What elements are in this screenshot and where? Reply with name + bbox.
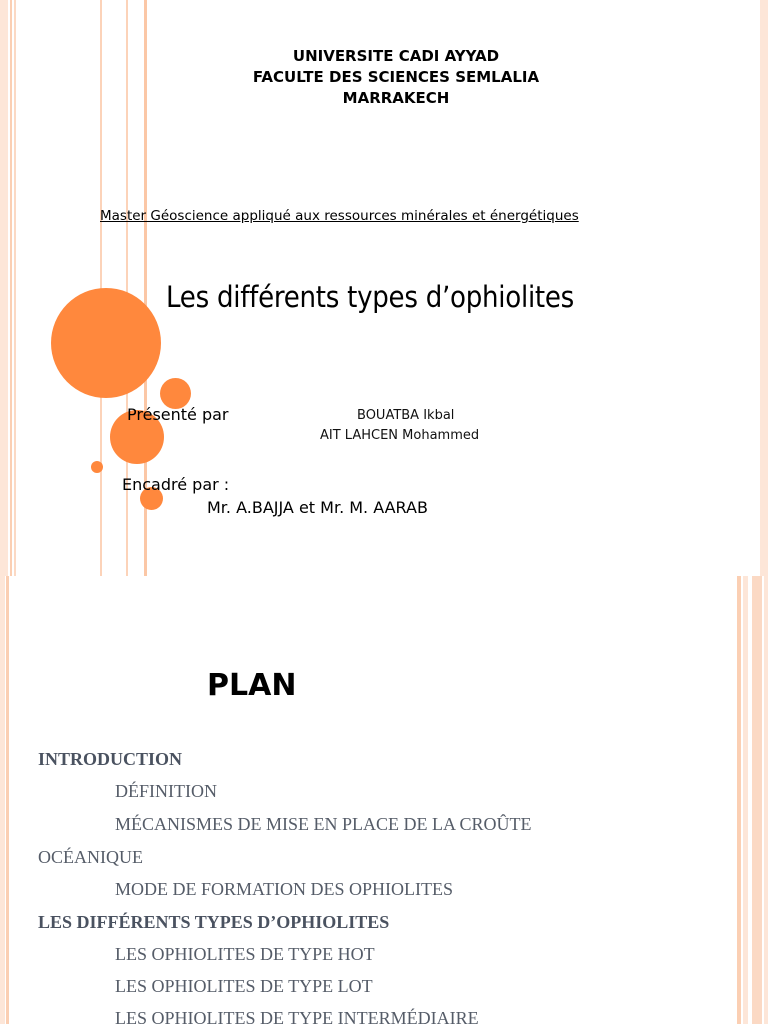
- plan-item: MÉCANISMES DE MISE EN PLACE DE LA CROÛTE: [115, 814, 532, 834]
- plan-item: LES DIFFÉRENTS TYPES D’OPHIOLITES: [38, 912, 390, 932]
- plan-item: LES OPHIOLITES DE TYPE INTERMÉDIAIRE: [115, 1008, 479, 1024]
- master-program: Master Géoscience appliqué aux ressources minérales et énergétiques: [100, 208, 579, 224]
- decorative-stripe: [764, 576, 768, 1024]
- presenter-name: AIT LAHCEN Mohammed: [320, 428, 480, 443]
- presenter-name: BOUATBA Ikbal: [357, 408, 455, 423]
- faculty-name: FACULTE DES SCIENCES SEMLALIA: [252, 68, 540, 86]
- decorative-stripe: [0, 576, 5, 1024]
- plan-title: PLAN: [207, 668, 297, 703]
- supervisors: Mr. A.BAJJA et Mr. M. AARAB: [207, 498, 428, 517]
- decorative-circle-small: [91, 461, 103, 473]
- plan-item: LES OPHIOLITES DE TYPE LOT: [115, 976, 373, 996]
- plan-item: MODE DE FORMATION DES OPHIOLITES: [115, 879, 454, 899]
- city-name: MARRAKECH: [342, 89, 450, 107]
- university-name: UNIVERSITE CADI AYYAD: [292, 47, 500, 65]
- decorative-stripe: [737, 576, 741, 1024]
- plan-item: DÉFINITION: [115, 781, 217, 801]
- decorative-circle-large: [51, 288, 161, 398]
- plan-item: LES OPHIOLITES DE TYPE HOT: [115, 944, 375, 964]
- decorative-stripe: [6, 576, 9, 1024]
- plan-slide: [0, 576, 768, 1024]
- supervised-label: Encadré par :: [122, 475, 230, 494]
- plan-item: INTRODUCTION: [38, 749, 183, 769]
- presented-label: Présenté par: [127, 405, 229, 424]
- slide-title: Les différents types d’ophiolites: [166, 280, 575, 314]
- decorative-stripe: [743, 576, 748, 1024]
- decorative-stripe: [752, 576, 762, 1024]
- plan-item: OCÉANIQUE: [38, 847, 143, 867]
